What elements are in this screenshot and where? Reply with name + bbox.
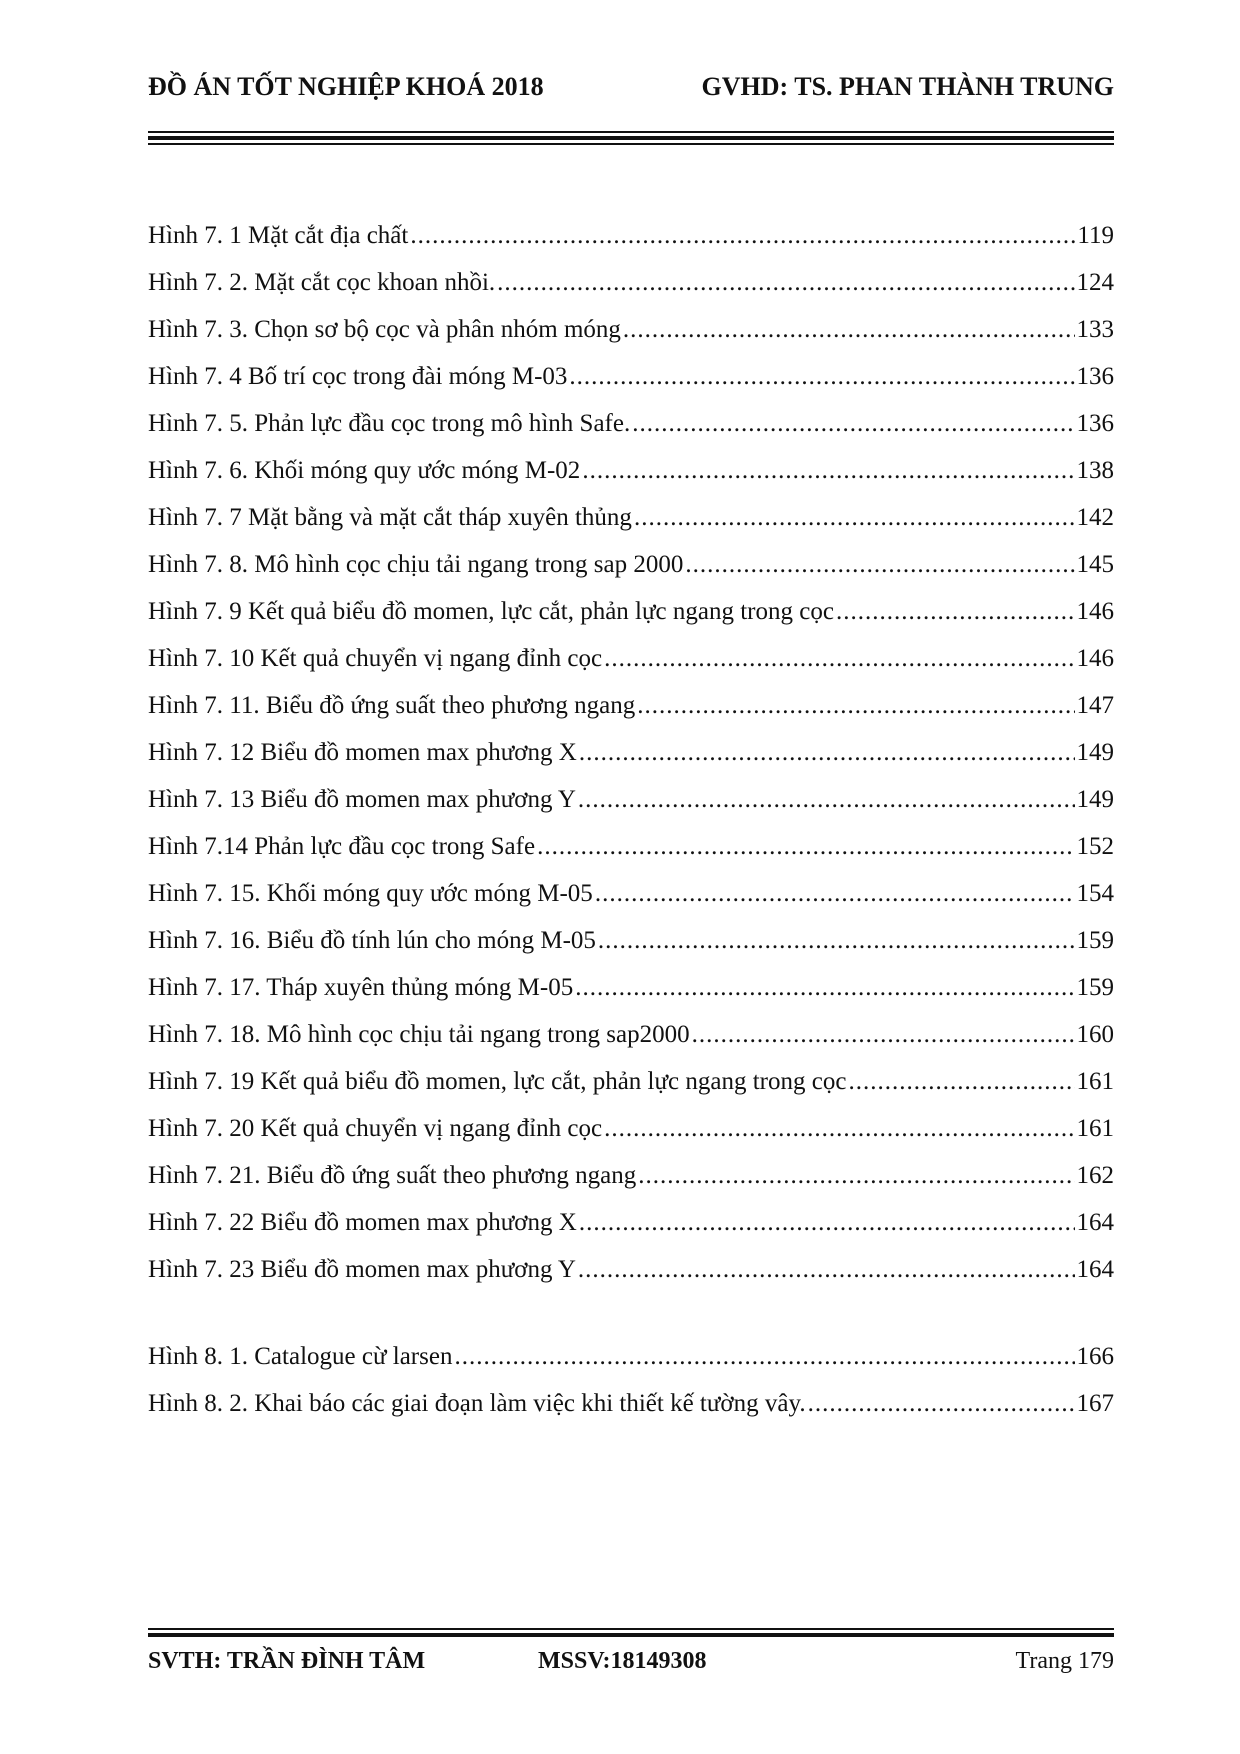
toc-dot-leader	[454, 1343, 1074, 1371]
toc-entry[interactable]	[148, 504, 1114, 551]
toc-dot-leader	[685, 551, 1074, 579]
toc-entry[interactable]	[148, 457, 1114, 504]
toc-dot-leader	[497, 269, 1074, 297]
toc-entry-title: Hình 7. 9 Kết quả biểu đồ momen, lực cắt, phản lực ngang trong cọc	[148, 598, 834, 625]
toc-entry-page: 164	[1076, 1209, 1114, 1236]
toc-entry-title: Hình 7. 19 Kết quả biểu đồ momen, lực cắt, phản lực ngang trong cọc	[148, 1068, 847, 1095]
toc-entry[interactable]	[148, 1162, 1114, 1209]
toc-entry-title: Hình 7. 7 Mặt bằng và mặt cắt tháp xuyên thủng	[148, 504, 632, 531]
toc-entry-page: 152	[1076, 833, 1114, 860]
toc-entry[interactable]	[148, 1021, 1114, 1068]
toc-entry[interactable]	[148, 880, 1114, 927]
toc-entry[interactable]	[148, 1256, 1114, 1303]
toc-dot-leader	[632, 410, 1074, 438]
header-supervisor: GVHD: TS. PHAN THÀNH TRUNG	[701, 72, 1114, 101]
toc-entry[interactable]	[148, 1209, 1114, 1256]
toc-dot-leader	[579, 1209, 1075, 1237]
toc-dot-leader	[808, 1390, 1075, 1418]
toc-dot-leader	[637, 692, 1074, 720]
toc-entry-page: 159	[1076, 927, 1114, 954]
toc-entry[interactable]	[148, 222, 1114, 269]
toc-entry[interactable]	[148, 833, 1114, 880]
toc-entry-page: 146	[1076, 645, 1114, 672]
toc-entry[interactable]	[148, 1068, 1114, 1115]
toc-entry[interactable]	[148, 598, 1114, 645]
toc-entry-page: 149	[1076, 739, 1114, 766]
toc-dot-leader	[598, 927, 1075, 955]
toc-entry-title: Hình 7. 6. Khối móng quy ước móng M-02	[148, 457, 581, 484]
toc-entry-title: Hình 7. 22 Biểu đồ momen max phương X	[148, 1209, 577, 1236]
toc-entry-title: Hình 7. 1 Mặt cắt địa chất	[148, 222, 409, 249]
toc-entry-page: 146	[1076, 598, 1114, 625]
toc-entry-title: Hình 7. 13 Biểu đồ momen max phương Y	[148, 786, 576, 813]
toc-entry-title: Hình 7. 23 Biểu đồ momen max phương Y	[148, 1256, 576, 1283]
toc-entry-page: 167	[1076, 1390, 1114, 1417]
toc-entry-page: 147	[1076, 692, 1114, 719]
toc-entry[interactable]	[148, 739, 1114, 786]
footer-rule-thick	[148, 1633, 1114, 1637]
toc-entry-page: 119	[1077, 222, 1114, 249]
toc-entry-page: 136	[1076, 363, 1114, 390]
header-rule-thin	[148, 131, 1114, 133]
toc-entry[interactable]	[148, 316, 1114, 363]
toc-entry-page: 138	[1076, 457, 1114, 484]
footer-rule-thin	[148, 1628, 1114, 1630]
toc-dot-leader	[692, 1021, 1075, 1049]
toc-entry[interactable]	[148, 410, 1114, 457]
toc-entry-page: 136	[1076, 410, 1114, 437]
toc-entry-page: 166	[1076, 1343, 1114, 1370]
toc-entry-title: Hình 7. 17. Tháp xuyên thủng móng M-05	[148, 974, 574, 1001]
toc-dot-leader	[578, 1256, 1075, 1284]
footer-student-name: SVTH: TRẦN ĐÌNH TÂM	[148, 1648, 426, 1674]
footer-page-number: Trang 179	[1015, 1648, 1114, 1674]
toc-entry-title: Hình 7. 21. Biểu đồ ứng suất theo phương ngang	[148, 1162, 637, 1189]
header-rule-thick	[148, 136, 1114, 140]
toc-entry[interactable]	[148, 551, 1114, 598]
toc-entry[interactable]	[148, 927, 1114, 974]
toc-entry-title: Hình 7. 3. Chọn sơ bộ cọc và phân nhóm móng	[148, 316, 621, 343]
header-rule-thin-2	[148, 143, 1114, 145]
toc-entry-page: 124	[1076, 269, 1114, 296]
toc-entry-title: Hình 7. 16. Biểu đồ tính lún cho móng M-05	[148, 927, 596, 954]
toc-entry[interactable]	[148, 269, 1114, 316]
toc-entry-title: Hình 7. 18. Mô hình cọc chịu tải ngang trong sap2000	[148, 1021, 690, 1048]
toc-entry-page: 133	[1076, 316, 1114, 343]
toc-dot-leader	[537, 833, 1074, 861]
toc-entry-page: 142	[1076, 504, 1114, 531]
toc-entry[interactable]	[148, 645, 1114, 692]
toc-entry[interactable]	[148, 1115, 1114, 1162]
toc-dot-leader	[638, 1162, 1074, 1190]
toc-dot-leader	[604, 645, 1074, 673]
toc-dot-leader	[582, 457, 1074, 485]
toc-entry[interactable]	[148, 974, 1114, 1021]
toc-entry-title: Hình 7. 12 Biểu đồ momen max phương X	[148, 739, 577, 766]
toc-entry-page: 145	[1076, 551, 1114, 578]
toc-dot-leader	[410, 222, 1075, 250]
toc-dot-leader	[848, 1068, 1074, 1096]
toc-entry-title: Hình 7. 2. Mặt cắt cọc khoan nhồi.	[148, 269, 496, 296]
toc-dot-leader	[634, 504, 1075, 532]
toc-dot-leader	[575, 974, 1074, 1002]
toc-entry-page: 149	[1076, 786, 1114, 813]
page-footer	[148, 1648, 1114, 1682]
figure-list-chapter-8	[148, 1343, 1114, 1437]
figure-list-chapter-7	[148, 222, 1114, 1303]
toc-dot-leader	[836, 598, 1075, 626]
toc-entry[interactable]	[148, 1343, 1114, 1390]
toc-dot-leader	[623, 316, 1075, 344]
toc-entry-page: 164	[1076, 1256, 1114, 1283]
toc-entry-page: 160	[1076, 1021, 1114, 1048]
toc-entry-title: Hình 8. 2. Khai báo các giai đoạn làm việc khi thiết kế tường vây.	[148, 1390, 806, 1417]
toc-entry-title: Hình 7. 10 Kết quả chuyển vị ngang đỉnh cọc	[148, 645, 603, 672]
toc-entry-title: Hình 7. 11. Biểu đồ ứng suất theo phương ngang	[148, 692, 636, 719]
toc-entry[interactable]	[148, 692, 1114, 739]
toc-dot-leader	[604, 1115, 1074, 1143]
toc-entry[interactable]	[148, 786, 1114, 833]
toc-entry[interactable]	[148, 363, 1114, 410]
toc-dot-leader	[579, 739, 1075, 767]
toc-dot-leader	[578, 786, 1075, 814]
toc-dot-leader	[569, 363, 1074, 391]
toc-entry-page: 154	[1076, 880, 1114, 907]
toc-entry-page: 159	[1076, 974, 1114, 1001]
toc-entry-page: 161	[1076, 1068, 1114, 1095]
toc-dot-leader	[595, 880, 1075, 908]
toc-entry-title: Hình 7. 20 Kết quả chuyển vị ngang đỉnh cọc	[148, 1115, 603, 1142]
toc-entry[interactable]	[148, 1390, 1114, 1437]
toc-entry-page: 162	[1076, 1162, 1114, 1189]
page-header	[148, 72, 1114, 112]
toc-entry-title: Hình 7. 15. Khối móng quy ước móng M-05	[148, 880, 593, 907]
header-project-title: ĐỒ ÁN TỐT NGHIỆP KHOÁ 2018	[148, 72, 544, 101]
footer-student-id: MSSV:18149308	[538, 1648, 707, 1674]
toc-entry-title: Hình 7.14 Phản lực đầu cọc trong Safe	[148, 833, 536, 860]
toc-entry-title: Hình 7. 5. Phản lực đầu cọc trong mô hình Safe.	[148, 410, 631, 437]
toc-entry-title: Hình 7. 4 Bố trí cọc trong đài móng M-03	[148, 363, 568, 390]
toc-entry-title: Hình 8. 1. Catalogue cừ larsen	[148, 1343, 453, 1370]
toc-entry-page: 161	[1076, 1115, 1114, 1142]
toc-entry-title: Hình 7. 8. Mô hình cọc chịu tải ngang trong sap 2000	[148, 551, 684, 578]
